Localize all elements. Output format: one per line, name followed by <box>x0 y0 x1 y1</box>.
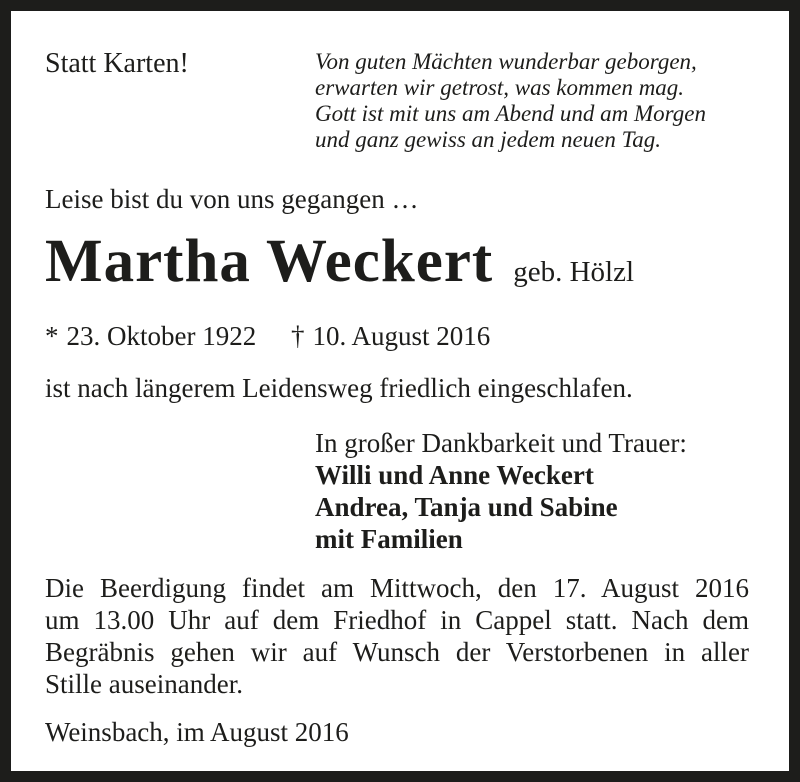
mourner-line: Andrea, Tanja und Sabine <box>315 492 618 522</box>
mourning-block <box>315 427 749 555</box>
mourner-line: mit Familien <box>315 524 463 554</box>
intro-line: Leise bist du von uns gegangen … <box>45 184 419 214</box>
funeral-paragraph <box>45 572 749 700</box>
maiden-name: geb. Hölzl <box>513 256 635 288</box>
birth-star-symbol: * <box>45 321 59 351</box>
poem-line: Gott ist mit uns am Abend und am Morgen <box>315 101 706 126</box>
funeral-line: um 13.00 Uhr auf dem Friedhof in Cappel statt. Nach dem <box>45 605 749 635</box>
poem-line: und ganz gewiss an jedem neuen Tag. <box>315 127 662 152</box>
poem-block <box>315 49 706 153</box>
birth-date-group <box>45 321 263 351</box>
name-row <box>45 227 749 312</box>
statt-karten-note: Statt Karten! <box>45 48 189 79</box>
poem-line: erwarten wir getrost, was kommen mag. <box>315 75 685 100</box>
funeral-line: Die Beerdigung findet am Mittwoch, den 17. August 2016 <box>45 573 749 603</box>
passing-line: ist nach längerem Leidensweg friedlich eingeschlafen. <box>45 373 633 403</box>
place-date-line: Weinsbach, im August 2016 <box>45 717 349 747</box>
header-row <box>45 49 749 153</box>
death-cross-symbol: † <box>290 321 305 351</box>
life-dates <box>45 320 749 352</box>
death-date-group <box>291 321 490 351</box>
funeral-line: Stille auseinander. <box>45 669 243 699</box>
mourning-intro: In großer Dankbarkeit und Trauer: <box>315 428 687 458</box>
deceased-name: Martha Weckert <box>45 228 494 295</box>
birth-date: 23. Oktober 1922 <box>66 321 257 351</box>
poem-line: Von guten Mächten wunderbar geborgen, <box>315 49 697 74</box>
death-date: 10. August 2016 <box>312 321 491 351</box>
funeral-line: Begräbnis gehen wir auf Wunsch der Verstorbenen in aller <box>45 637 749 667</box>
mourner-line: Willi und Anne Weckert <box>315 460 594 490</box>
mourner-names <box>315 459 749 555</box>
